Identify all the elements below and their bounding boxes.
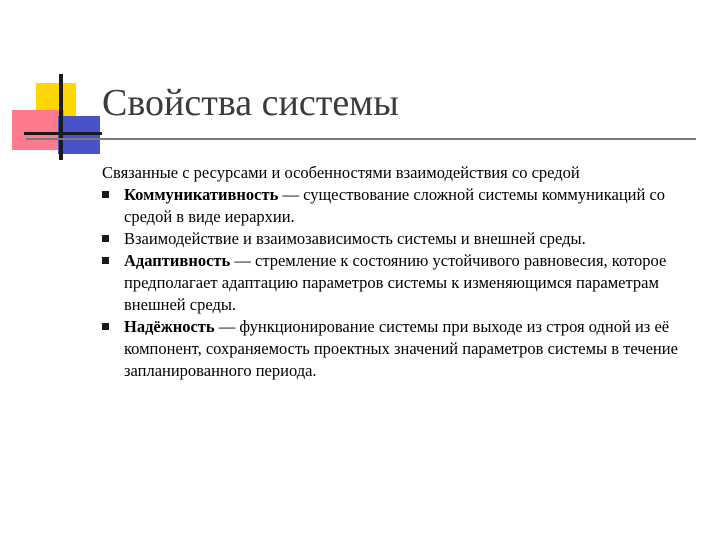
item-text: — функционирование системы при выходе из строя одной из её компонент, сохраняемость проектных значений параметров системы в течение запланированного периода. bbox=[124, 317, 678, 380]
intro-text: Связанные с ресурсами и особенностями взаимодействия со средой bbox=[102, 163, 580, 182]
slide-body bbox=[102, 162, 706, 382]
bullet-list bbox=[102, 184, 706, 382]
decor-pink-square bbox=[12, 110, 64, 150]
decor-vertical-line bbox=[59, 74, 63, 160]
square-bullet-icon bbox=[102, 257, 109, 264]
list-item bbox=[102, 228, 706, 250]
title-divider bbox=[26, 138, 696, 140]
item-term: Адаптивность bbox=[124, 251, 231, 270]
item-text: — существование сложной системы коммуникаций со средой в виде иерархии. bbox=[124, 185, 666, 226]
square-bullet-icon bbox=[102, 235, 109, 242]
item-text: — стремление к состоянию устойчивого равновесия, которое предполагает адаптацию параметров системы к изменяющимся параметрам внешней среды. bbox=[124, 251, 667, 314]
decor-blue-square bbox=[58, 116, 100, 154]
slide-title: Свойства системы bbox=[102, 82, 399, 124]
item-term: Коммуникативность bbox=[124, 185, 279, 204]
square-bullet-icon bbox=[102, 323, 109, 330]
item-text: Взаимодействие и взаимозависимость системы и внешней среды. bbox=[124, 229, 586, 248]
decor-horizontal-line bbox=[24, 132, 102, 135]
list-item bbox=[102, 316, 706, 382]
list-item bbox=[102, 250, 706, 316]
list-item bbox=[102, 184, 706, 228]
item-term: Надёжность bbox=[124, 317, 215, 336]
square-bullet-icon bbox=[102, 191, 109, 198]
